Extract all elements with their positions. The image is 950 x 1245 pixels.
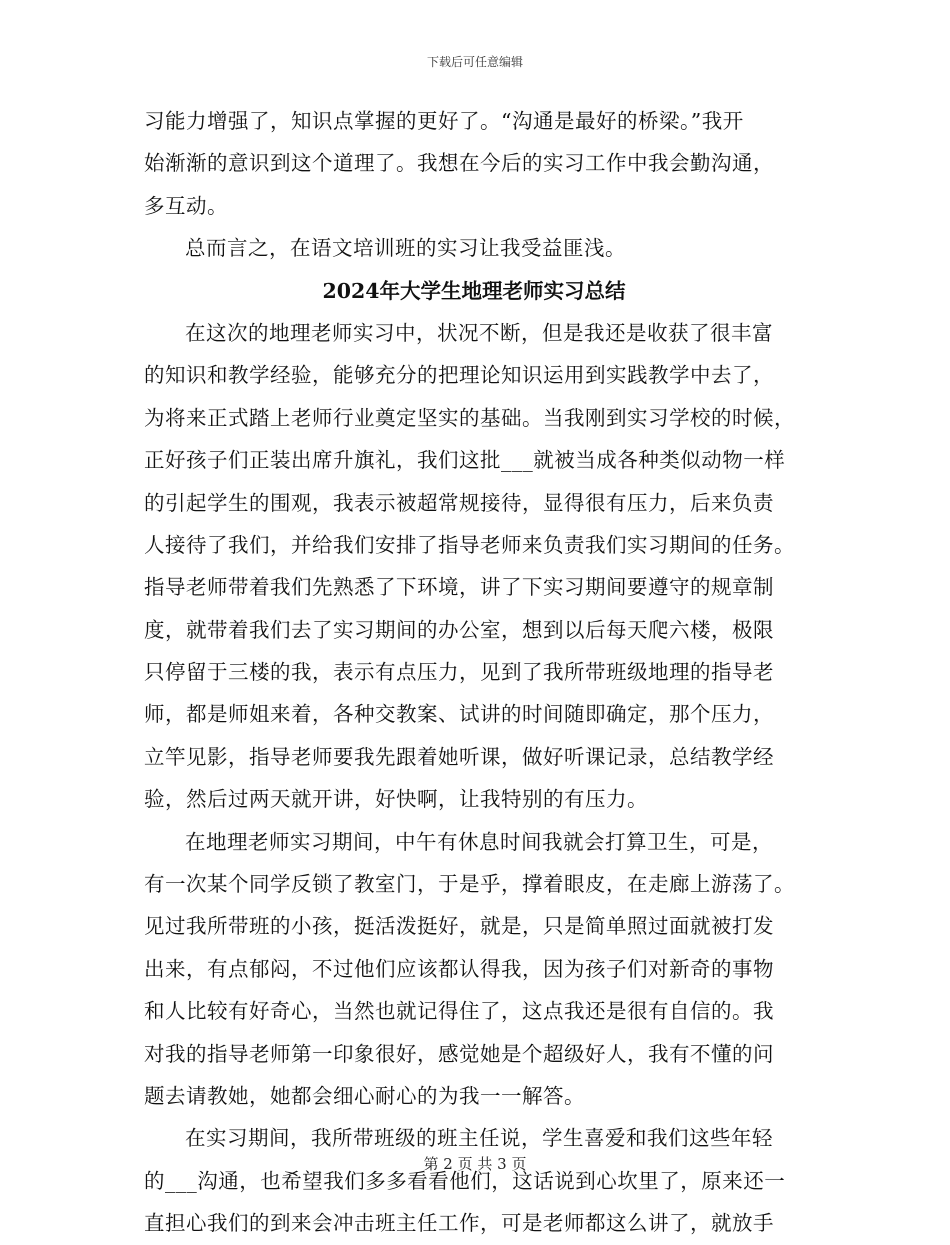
text-line: 正好孩子们正装出席升旗礼，我们这批___就被当成各种类似动物一样 [144, 448, 786, 473]
text-line: 题去请教她，她都会细心耐心的为我一一解答。 [144, 1083, 585, 1108]
text-line: 的引起学生的围观，我表示被超常规接待，显得很有压力，后来负责 [144, 490, 774, 515]
document-body [144, 100, 804, 1245]
text-line: 为将来正式踏上老师行业奠定坚实的基础。当我刚到实习学校的时候， [144, 405, 795, 430]
section-title: 2024年大学生地理老师实习总结 [322, 278, 626, 303]
text-line: 人接待了我们，并给我们安排了指导老师来负责我们实习期间的任务。 [144, 532, 795, 557]
text-line: 和人比较有好奇心，当然也就记得住了，这点我还是很有自信的。我 [144, 999, 774, 1024]
text-line: 始渐渐的意识到这个道理了。我想在今后的实习工作中我会勤沟通， [144, 151, 774, 176]
text-line: 指导老师带着我们先熟悉了下环境，讲了下实习期间要遵守的规章制 [144, 575, 774, 600]
text-line: 见过我所带班的小孩，挺活泼挺好，就是，只是简单照过面就被打发 [144, 914, 774, 939]
text-line: 立竿见影，指导老师要我先跟着她听课，做好听课记录，总结教学经 [144, 744, 774, 769]
page-header: 下载后可任意编辑 [426, 55, 523, 69]
text-line: 在地理老师实习期间，中午有休息时间我就会打算卫生，可是， [185, 829, 773, 854]
text-line: 总而言之，在语文培训班的实习让我受益匪浅。 [185, 236, 626, 261]
text-line: 的___沟通，也希望我们多多看看他们，这话说到心坎里了，原来还一 [144, 1168, 786, 1193]
text-line: 习能力增强了，知识点掌握的更好了。“沟通是最好的桥梁。”我开 [144, 109, 744, 133]
text-line: 多互动。 [144, 193, 228, 218]
text-line: 师，都是师姐来着，各种交教案、试讲的时间随即确定，那个压力， [144, 702, 774, 727]
text-line: 验，然后过两天就开讲，好快啊，让我特别的有压力。 [144, 787, 648, 812]
text-line: 的知识和教学经验，能够充分的把理论知识运用到实践教学中去了， [144, 363, 774, 388]
page-footer: 第 2 页 共 3 页 [423, 1155, 527, 1173]
text-line: 出来，有点郁闷，不过他们应该都认得我，因为孩子们对新奇的事物 [144, 956, 774, 981]
text-line: 度，就带着我们去了实习期间的办公室，想到以后每天爬六楼，极限 [144, 617, 774, 642]
text-line: 只停留于三楼的我，表示有点压力，见到了我所带班级地理的指导老 [144, 660, 774, 685]
text-line: 在实习期间，我所带班级的班主任说，学生喜爱和我们这些年轻 [185, 1126, 773, 1151]
text-line: 有一次某个同学反锁了教室门，于是乎，撑着眼皮，在走廊上游荡了。 [144, 872, 795, 897]
text-line: 在这次的地理老师实习中，状况不断，但是我还是收获了很丰富 [185, 320, 773, 345]
text-line: 直担心我们的到来会冲击班主任工作，可是老师都这么讲了，就放手 [144, 1211, 774, 1236]
text-line: 对我的指导老师第一印象很好，感觉她是个超级好人，我有不懂的问 [144, 1041, 774, 1066]
